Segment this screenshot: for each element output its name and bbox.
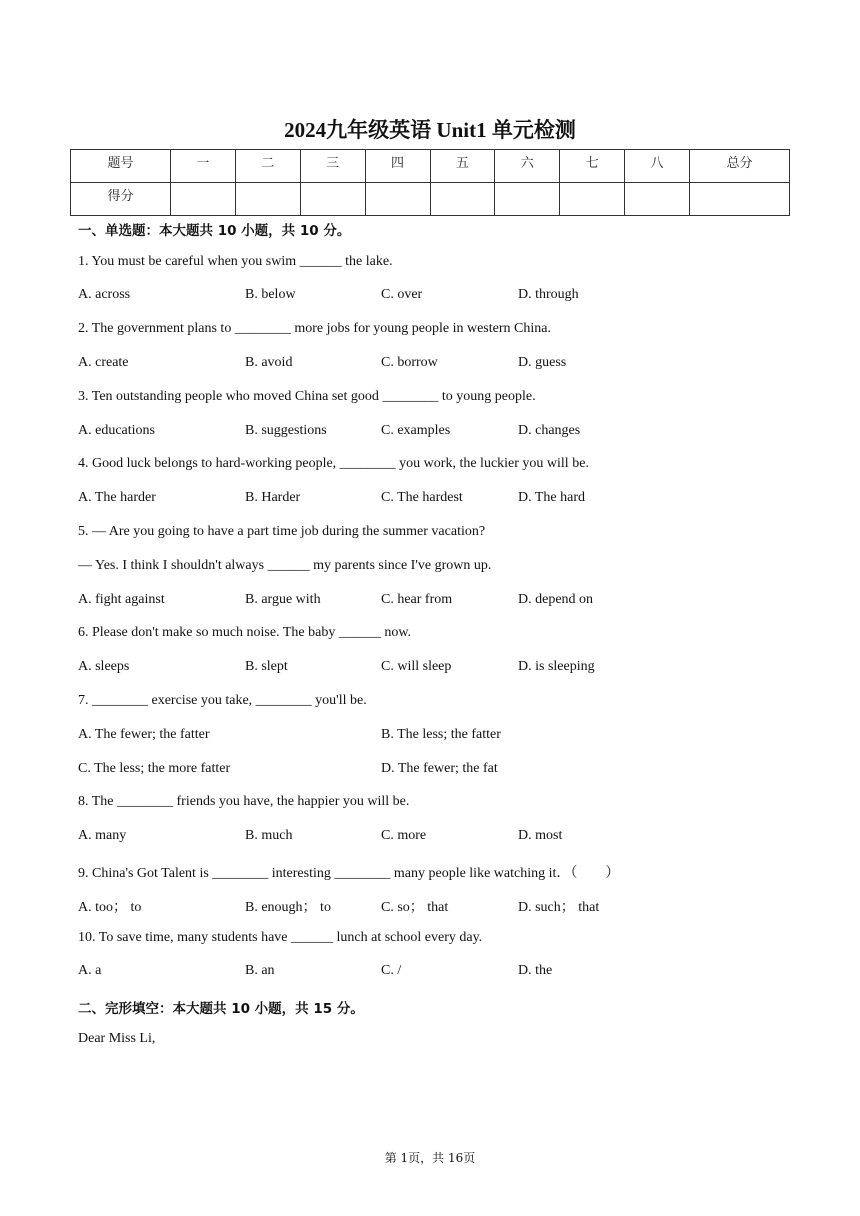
score-header-cell: 一 (171, 150, 236, 183)
score-cell (625, 183, 690, 216)
option: B. The less; the fatter (381, 727, 501, 742)
option: B. slept (245, 659, 288, 674)
option: A. fight against (78, 592, 165, 607)
question-stem: 2. The government plans to ________ more jobs for young people in western China. (78, 321, 551, 336)
score-table-header-row (71, 150, 790, 183)
option: C. The less; the more fatter (78, 761, 231, 776)
option: B. avoid (245, 355, 293, 370)
option: D. most (518, 828, 563, 843)
score-header-cell: 总分 (690, 150, 790, 183)
letter-opening: Dear Miss Li, (78, 1031, 156, 1046)
option: A. a (78, 963, 102, 978)
score-table (70, 149, 790, 216)
score-cell (365, 183, 430, 216)
score-table-score-row (71, 183, 790, 216)
score-cell (430, 183, 495, 216)
option: B. much (245, 828, 293, 843)
question-stem: 9. China's Got Talent is ________ interesting ________ many people like watching it．（ ） (78, 866, 620, 881)
question-stem: 6. Please don't make so much noise. The baby ______ now. (78, 625, 412, 640)
option: D. through (518, 287, 579, 302)
question-stem: 8. The ________ friends you have, the happier you will be. (78, 794, 410, 809)
option: C. borrow (381, 355, 438, 370)
option: D. guess (518, 355, 567, 370)
option: D. depend on (518, 592, 594, 607)
question-stem-continued: — Yes. I think I shouldn't always ______ my parents since I've grown up. (78, 558, 492, 573)
section-heading: 二、完形填空：本大题共 10 小题，共 15 分。 (78, 1001, 364, 1017)
question-stem: 1. You must be careful when you swim ______ the lake. (78, 254, 393, 269)
score-cell (171, 183, 236, 216)
section-heading: 一、单选题：本大题共 10 小题，共 10 分。 (78, 223, 351, 239)
question-stem: 5. — Are you going to have a part time job during the summer vacation? (78, 524, 486, 539)
option: C. / (381, 963, 402, 978)
document-title: 2024九年级英语 Unit1 单元检测 (284, 118, 576, 142)
option: C. The hardest (381, 490, 463, 505)
option: C. will sleep (381, 659, 452, 674)
option: C. examples (381, 423, 451, 438)
option: A. many (78, 828, 127, 843)
score-header-cell: 六 (495, 150, 560, 183)
option: D. changes (518, 423, 581, 438)
option: A. educations (78, 423, 155, 438)
score-header-cell: 三 (300, 150, 365, 183)
option: C. so； that (381, 900, 449, 915)
option: B. argue with (245, 592, 321, 607)
score-header-cell: 五 (430, 150, 495, 183)
option: B. enough； to (245, 900, 331, 915)
option: C. hear from (381, 592, 453, 607)
page-footer: 第 1页，共 16页 (384, 1151, 476, 1165)
question-stem: 10. To save time, many students have ______ lunch at school every day. (78, 930, 483, 945)
score-cell (495, 183, 560, 216)
score-header-cell: 题号 (71, 150, 171, 183)
option: D. The hard (518, 490, 585, 505)
option: A. The harder (78, 490, 156, 505)
question-stem: 7. ________ exercise you take, ________ you'll be. (78, 693, 367, 708)
option: C. more (381, 828, 427, 843)
option: C. over (381, 287, 423, 302)
score-header-cell: 四 (365, 150, 430, 183)
score-cell (560, 183, 625, 216)
option: D. The fewer; the fat (381, 761, 498, 776)
question-stem: 3. Ten outstanding people who moved China set good ________ to young people. (78, 389, 536, 404)
option: A. create (78, 355, 129, 370)
option: D. is sleeping (518, 659, 595, 674)
score-cell (235, 183, 300, 216)
score-header-cell: 八 (625, 150, 690, 183)
score-cell (300, 183, 365, 216)
option: D. such； that (518, 900, 600, 915)
option: D. the (518, 963, 553, 978)
option: A. sleeps (78, 659, 130, 674)
option: B. suggestions (245, 423, 327, 438)
option: A. too； to (78, 900, 142, 915)
option: A. across (78, 287, 131, 302)
option: B. Harder (245, 490, 301, 505)
question-stem: 4. Good luck belongs to hard-working people, ________ you work, the luckier you will be. (78, 456, 589, 471)
option: B. an (245, 963, 275, 978)
score-header-cell: 二 (235, 150, 300, 183)
option: A. The fewer; the fatter (78, 727, 210, 742)
score-row-label: 得分 (71, 183, 171, 216)
option: B. below (245, 287, 296, 302)
score-header-cell: 七 (560, 150, 625, 183)
score-cell (690, 183, 790, 216)
